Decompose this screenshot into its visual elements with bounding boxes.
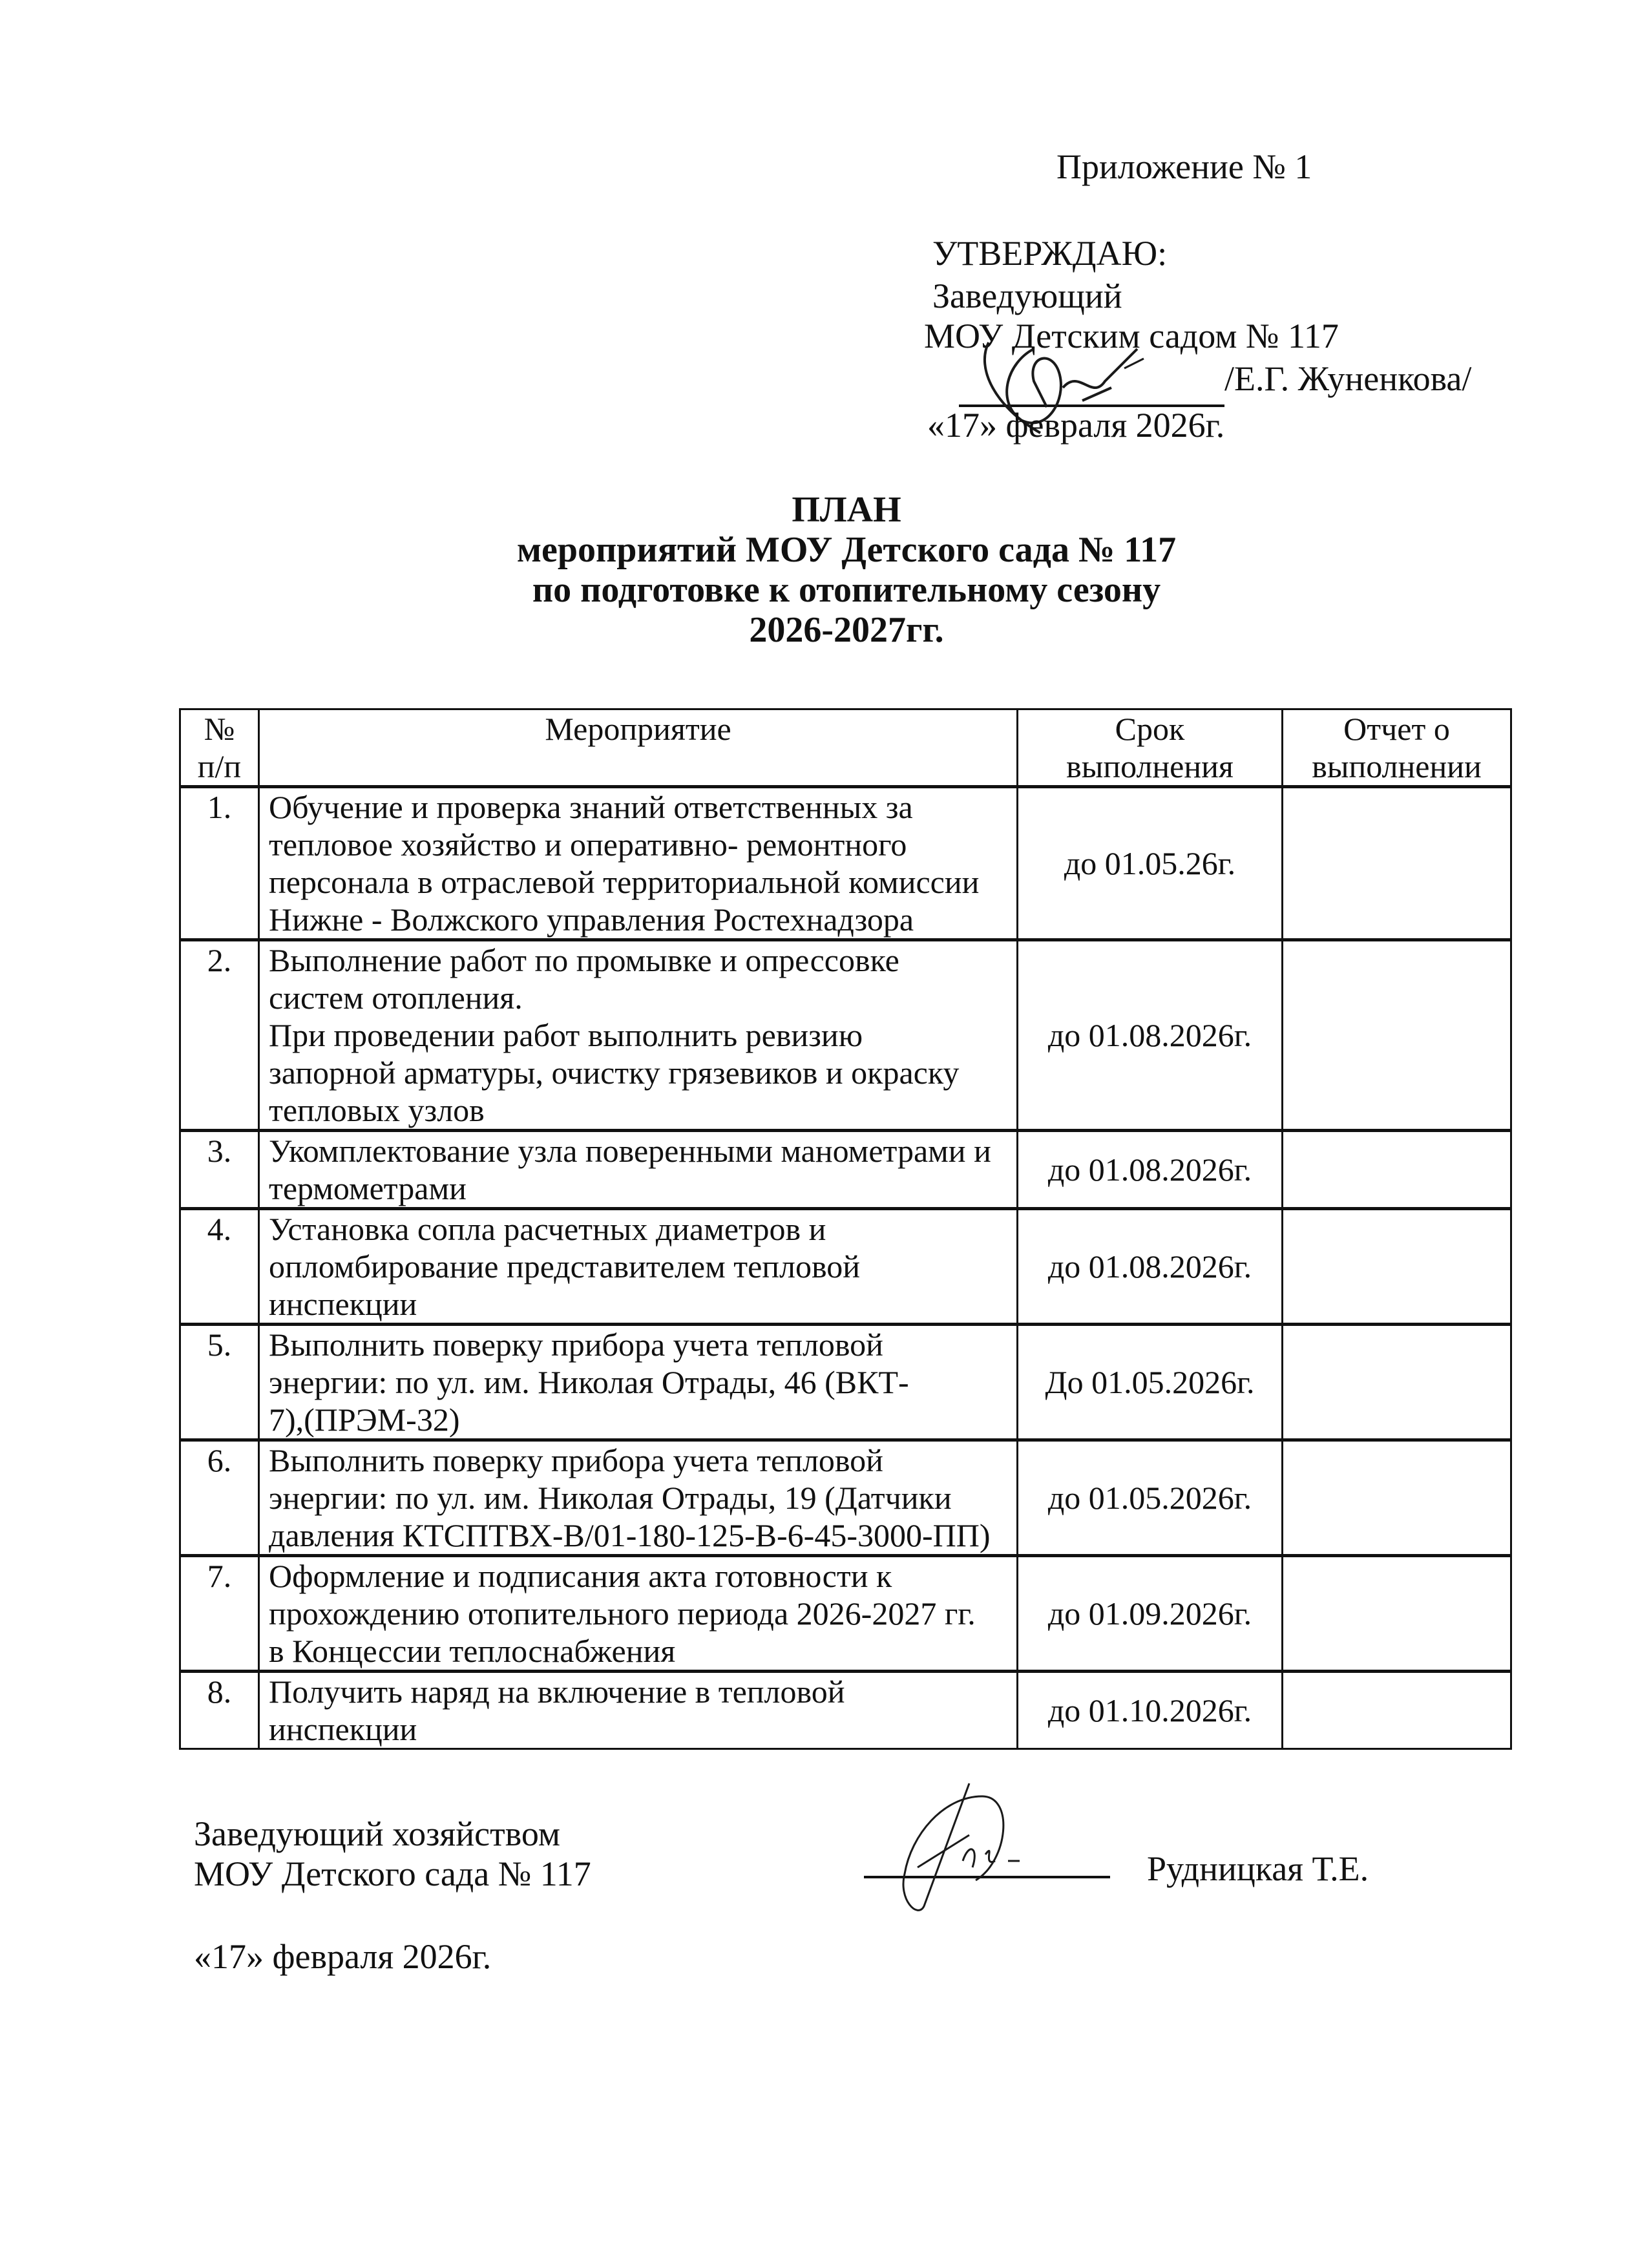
row-deadline: до 01.10.2026г. bbox=[1018, 1672, 1283, 1749]
table-row bbox=[180, 787, 1511, 940]
row-report bbox=[1283, 1131, 1511, 1209]
plan-table bbox=[179, 708, 1512, 1750]
approval-heading: УТВЕРЖДАЮ: bbox=[932, 234, 1168, 273]
title-line-2: мероприятий МОУ Детского сада № 117 bbox=[516, 530, 1177, 570]
row-report bbox=[1283, 1209, 1511, 1325]
table-row bbox=[180, 940, 1511, 1131]
table-row bbox=[180, 1209, 1511, 1325]
table-row bbox=[180, 1131, 1511, 1209]
title-line-4: 2026-2027гг. bbox=[749, 610, 944, 650]
row-event: Выполнить поверку прибора учета тепловой энергии: по ул. им. Николая Отрады, 46 (ВКТ- 7),(ПРЭМ-32) bbox=[259, 1325, 1018, 1440]
row-deadline: до 01.08.2026г. bbox=[1018, 1131, 1283, 1209]
footer-date: «17» февраля 2026г. bbox=[194, 1937, 492, 1976]
column-header-number: № п/п bbox=[180, 709, 259, 787]
row-number: 2. bbox=[180, 940, 259, 1131]
row-event: Оформление и подписания акта готовности к прохождению отопительного периода 2026-2027 гг. в Концессии теплоснабжения bbox=[259, 1556, 1018, 1672]
row-event: Выполнение работ по промывке и опрессовке систем отопления. При проведении работ выполнить ревизию запорной арматуры, очистку грязевиков и окраску тепловых узлов bbox=[259, 940, 1018, 1131]
row-number: 8. bbox=[180, 1672, 259, 1749]
column-header-report: Отчет о выполнении bbox=[1283, 709, 1511, 787]
table-row bbox=[180, 1325, 1511, 1440]
row-number: 1. bbox=[180, 787, 259, 940]
row-report bbox=[1283, 1556, 1511, 1672]
row-event: Выполнить поверку прибора учета тепловой энергии: по ул. им. Николая Отрады, 19 (Датчики давления КТСПТВХ-В/01-180-125-В-6-45-3000-ПП) bbox=[259, 1440, 1018, 1556]
footer-organization: МОУ Детского сада № 117 bbox=[194, 1854, 591, 1893]
row-number: 6. bbox=[180, 1440, 259, 1556]
approver-role: Заведующий bbox=[932, 277, 1122, 315]
table-row bbox=[180, 1556, 1511, 1672]
table-header-row bbox=[180, 709, 1511, 787]
approver-organization: МОУ Детским садом № 117 bbox=[924, 317, 1339, 355]
row-report bbox=[1283, 787, 1511, 940]
row-event: Получить наряд на включение в тепловой инспекции bbox=[259, 1672, 1018, 1749]
row-number: 4. bbox=[180, 1209, 259, 1325]
footer-signatory-name: Рудницкая Т.Е. bbox=[1147, 1849, 1369, 1888]
document-title bbox=[452, 490, 1241, 650]
row-deadline: до 01.08.2026г. bbox=[1018, 940, 1283, 1131]
row-report bbox=[1283, 1440, 1511, 1556]
approval-date: «17» февраля 2026г. bbox=[927, 406, 1225, 445]
row-report bbox=[1283, 940, 1511, 1131]
table-row bbox=[180, 1672, 1511, 1749]
appendix-label: Приложение № 1 bbox=[1056, 147, 1312, 186]
row-deadline: до 01.09.2026г. bbox=[1018, 1556, 1283, 1672]
approver-name: /Е.Г. Жуненкова/ bbox=[1224, 359, 1472, 398]
row-deadline: до 01.08.2026г. bbox=[1018, 1209, 1283, 1325]
row-event: Обучение и проверка знаний ответственных за тепловое хозяйство и оперативно- ремонтного персонала в отраслевой территориальной комиссии Нижне - Волжского управления Ростехнадзора bbox=[259, 787, 1018, 940]
row-deadline: До 01.05.2026г. bbox=[1018, 1325, 1283, 1440]
row-deadline: до 01.05.2026г. bbox=[1018, 1440, 1283, 1556]
row-number: 5. bbox=[180, 1325, 259, 1440]
row-number: 3. bbox=[180, 1131, 259, 1209]
column-header-event: Мероприятие bbox=[259, 709, 1018, 787]
row-deadline: до 01.05.26г. bbox=[1018, 787, 1283, 940]
row-event: Установка сопла расчетных диаметров и опломбирование представителем тепловой инспекции bbox=[259, 1209, 1018, 1325]
column-header-deadline: Срок выполнения bbox=[1018, 709, 1283, 787]
row-event: Укомплектование узла поверенными манометрами и термометрами bbox=[259, 1131, 1018, 1209]
footer-role: Заведующий хозяйством bbox=[194, 1814, 560, 1853]
row-number: 7. bbox=[180, 1556, 259, 1672]
row-report bbox=[1283, 1672, 1511, 1749]
footer-signature-icon bbox=[866, 1770, 1124, 1919]
row-report bbox=[1283, 1325, 1511, 1440]
title-line-3: по подготовке к отопительному сезону bbox=[532, 570, 1161, 610]
title-line-1: ПЛАН bbox=[792, 490, 901, 530]
table-row bbox=[180, 1440, 1511, 1556]
